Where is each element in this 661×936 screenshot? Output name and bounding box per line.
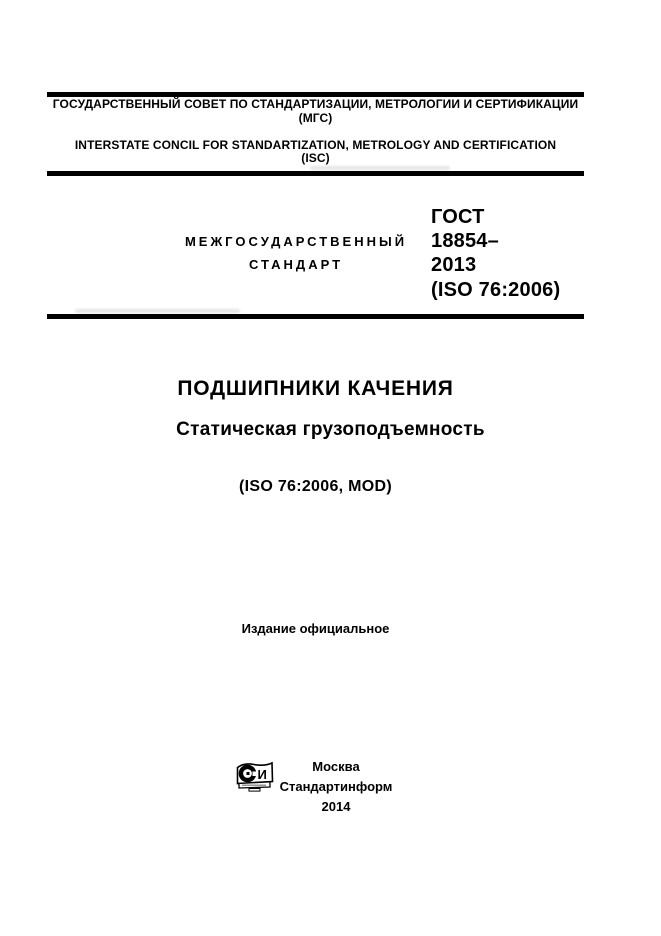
standard-type-line1: МЕЖГОСУДАРСТВЕННЫЙ (184, 234, 408, 249)
org-name-en: INTERSTATE CONCIL FOR STANDARTIZATION, METROLOGY AND CERTIFICATION (74, 137, 557, 152)
scan-artifact (75, 309, 240, 313)
designation-iso: (ISO 76:2006) (431, 278, 561, 301)
designation-gost: ГОСТ (431, 206, 485, 228)
standard-type-label (146, 231, 446, 276)
issuing-organization-header (47, 98, 584, 166)
imprint-city: Москва (312, 759, 360, 774)
svg-text:И: И (257, 767, 267, 782)
horizontal-rule-bottom (47, 314, 584, 319)
imprint-publisher: Стандартинформ (279, 778, 393, 794)
horizontal-rule-middle (47, 171, 584, 176)
designation-number: 18854– (431, 230, 499, 253)
standard-type-line2: СТАНДАРТ (248, 256, 344, 272)
imprint-year: 2014 (321, 798, 351, 814)
org-abbr-en: (ISC) (301, 151, 330, 165)
standard-designation (431, 205, 601, 302)
org-name-ru: ГОСУДАРСТВЕННЫЙ СОВЕТ ПО СТАНДАРТИЗАЦИИ, МЕТРОЛОГИИ И СЕРТИФИКАЦИИ (52, 97, 579, 111)
horizontal-rule-top (47, 92, 584, 97)
imprint-block (186, 757, 486, 816)
edition-note: Издание официальное (241, 621, 390, 636)
org-abbr-ru: (МГС) (298, 110, 333, 125)
document-title: ПОДШИПНИКИ КАЧЕНИЯ (177, 377, 454, 400)
iso-reference: (ISO 76:2006, MOD) (238, 478, 392, 495)
scan-artifact (310, 166, 450, 170)
header-spacer (47, 125, 584, 139)
designation-year: 2013 (431, 254, 477, 277)
document-subtitle: Статическая грузоподъемность (176, 419, 485, 440)
